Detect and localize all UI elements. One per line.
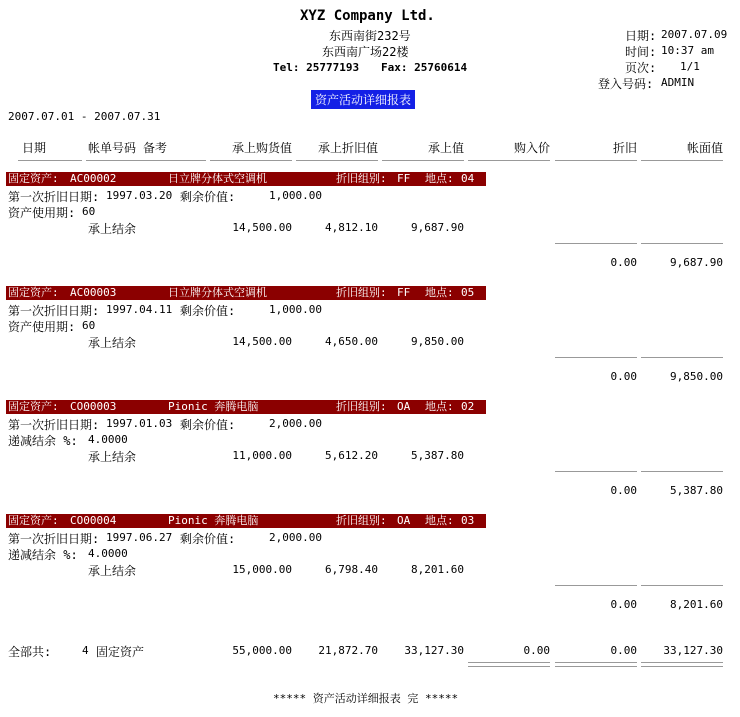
subtotal-book: 8,201.60 xyxy=(670,598,723,611)
asset-name: Pionic 奔腾电脑 xyxy=(168,514,259,527)
page-number: 1/1 xyxy=(680,60,700,73)
first-dep-date: 1997.06.27 xyxy=(106,531,173,544)
totals-book: 33,127.30 xyxy=(663,644,723,657)
bf-value: 5,387.80 xyxy=(411,449,464,462)
header-underline xyxy=(468,160,550,161)
first-dep-date: 1997.01.03 xyxy=(106,417,173,430)
totals-double-underline xyxy=(641,662,723,667)
col-remark: 备考 xyxy=(143,141,168,155)
login-id: ADMIN xyxy=(661,76,695,89)
first-dep-label: 第一次折旧日期: xyxy=(8,418,100,432)
col-book-value: 帐面值 xyxy=(686,141,723,155)
dep-group: OA xyxy=(397,514,411,527)
col-doc-no: 帐单号码 xyxy=(88,141,137,155)
header-underline xyxy=(18,160,82,161)
dep-group: OA xyxy=(397,400,411,413)
header-underline xyxy=(210,160,292,161)
col-purchase: 购入价 xyxy=(513,141,550,155)
col-date: 日期 xyxy=(22,141,47,155)
report-title: 资产活动详细报表 xyxy=(311,90,415,109)
subtotal-underline xyxy=(641,243,723,244)
subtotal-underline xyxy=(555,357,637,358)
asset-label: 固定资产: xyxy=(8,172,59,185)
residual-label: 剩余价值: xyxy=(180,190,236,204)
extra-value: 4.0000 xyxy=(88,547,128,560)
asset-header-band xyxy=(6,286,486,300)
carried-label: 承上结余 xyxy=(88,564,137,578)
subtotal-book: 5,387.80 xyxy=(670,484,723,497)
dep-group: FF xyxy=(397,172,411,185)
bf-dep: 4,650.00 xyxy=(325,335,378,348)
bf-value: 8,201.60 xyxy=(411,563,464,576)
subtotal-underline xyxy=(641,585,723,586)
subtotal-dep: 0.00 xyxy=(610,598,637,611)
col-bf-dep: 承上折旧值 xyxy=(317,141,378,155)
asset-name: Pionic 奔腾电脑 xyxy=(168,400,259,413)
asset-name: 日立牌分体式空调机 xyxy=(168,286,267,299)
header-underline xyxy=(296,160,378,161)
location: 05 xyxy=(461,286,475,299)
asset-code: AC00003 xyxy=(70,286,117,299)
totals-count: 4 xyxy=(82,644,89,657)
fax: Fax: 25760614 xyxy=(381,61,468,74)
header-underline xyxy=(641,160,723,161)
subtotal-book: 9,850.00 xyxy=(670,370,723,383)
subtotal-underline xyxy=(555,243,637,244)
extra-value: 4.0000 xyxy=(88,433,128,446)
subtotal-underline xyxy=(641,471,723,472)
residual-value: 2,000.00 xyxy=(269,531,322,544)
header-underline xyxy=(382,160,464,161)
first-dep-label: 第一次折旧日期: xyxy=(8,304,100,318)
subtotal-underline xyxy=(641,357,723,358)
asset-label: 固定资产: xyxy=(8,286,59,299)
company-name: XYZ Company Ltd. xyxy=(300,8,435,24)
asset-header-band xyxy=(6,172,486,186)
address-line-2: 东西南广场22楼 xyxy=(322,45,409,59)
report-end-marker: ***** 资产活动详细报表 完 ***** xyxy=(273,692,459,705)
telephone: Tel: 25777193 xyxy=(273,61,360,74)
col-bf-value: 承上值 xyxy=(427,141,464,155)
first-dep-label: 第一次折旧日期: xyxy=(8,532,100,546)
totals-purchase: 0.00 xyxy=(523,644,550,657)
location: 02 xyxy=(461,400,475,413)
totals-bf-value: 33,127.30 xyxy=(404,644,464,657)
bf-cost: 11,000.00 xyxy=(232,449,292,462)
bf-cost: 15,000.00 xyxy=(232,563,292,576)
bf-cost: 14,500.00 xyxy=(232,335,292,348)
subtotal-underline xyxy=(555,471,637,472)
extra-label: 递减结余 %: xyxy=(8,548,78,562)
time-label: 时间: xyxy=(625,45,657,59)
totals-double-underline xyxy=(555,662,637,667)
dep-group-label: 折旧组别: xyxy=(336,400,387,413)
subtotal-dep: 0.00 xyxy=(610,484,637,497)
page-label: 页次: xyxy=(625,61,657,75)
print-time: 10:37 am xyxy=(661,44,714,57)
carried-label: 承上结余 xyxy=(88,336,137,350)
bf-value: 9,687.90 xyxy=(411,221,464,234)
residual-value: 2,000.00 xyxy=(269,417,322,430)
extra-label: 递减结余 %: xyxy=(8,434,78,448)
col-bf-cost: 承上购货值 xyxy=(231,141,292,155)
first-dep-date: 1997.04.11 xyxy=(106,303,173,316)
dep-group-label: 折旧组别: xyxy=(336,286,387,299)
carried-label: 承上结余 xyxy=(88,450,137,464)
residual-value: 1,000.00 xyxy=(269,189,322,202)
totals-dep: 0.00 xyxy=(610,644,637,657)
login-label: 登入号码: xyxy=(598,77,654,91)
asset-code: CO00003 xyxy=(70,400,117,413)
dep-group-label: 折旧组别: xyxy=(336,172,387,185)
asset-label: 固定资产: xyxy=(8,400,59,413)
totals-bf-dep: 21,872.70 xyxy=(318,644,378,657)
location: 04 xyxy=(461,172,475,185)
asset-code: AC00002 xyxy=(70,172,117,185)
extra-value: 60 xyxy=(82,319,96,332)
date-label: 日期: xyxy=(625,29,657,43)
residual-label: 剩余价值: xyxy=(180,532,236,546)
totals-count-label: 固定资产 xyxy=(96,645,145,659)
residual-value: 1,000.00 xyxy=(269,303,322,316)
carried-label: 承上结余 xyxy=(88,222,137,236)
location-label: 地点: xyxy=(425,172,454,185)
residual-label: 剩余价值: xyxy=(180,418,236,432)
col-dep: 折旧 xyxy=(612,141,637,155)
bf-dep: 5,612.20 xyxy=(325,449,378,462)
location-label: 地点: xyxy=(425,400,454,413)
extra-label: 资产使用期: xyxy=(8,320,76,334)
extra-value: 60 xyxy=(82,205,96,218)
subtotal-underline xyxy=(555,585,637,586)
totals-double-underline xyxy=(468,662,550,667)
subtotal-dep: 0.00 xyxy=(610,370,637,383)
totals-bf-cost: 55,000.00 xyxy=(232,644,292,657)
extra-label: 资产使用期: xyxy=(8,206,76,220)
asset-header-band xyxy=(6,400,486,414)
dep-group-label: 折旧组别: xyxy=(336,514,387,527)
dep-group: FF xyxy=(397,286,411,299)
header-underline xyxy=(555,160,637,161)
asset-label: 固定资产: xyxy=(8,514,59,527)
asset-code: CO00004 xyxy=(70,514,117,527)
bf-cost: 14,500.00 xyxy=(232,221,292,234)
asset-header-band xyxy=(6,514,486,528)
subtotal-book: 9,687.90 xyxy=(670,256,723,269)
first-dep-date: 1997.03.20 xyxy=(106,189,173,202)
location: 03 xyxy=(461,514,475,527)
location-label: 地点: xyxy=(425,514,454,527)
bf-value: 9,850.00 xyxy=(411,335,464,348)
subtotal-dep: 0.00 xyxy=(610,256,637,269)
totals-label: 全部共: xyxy=(8,645,52,659)
residual-label: 剩余价值: xyxy=(180,304,236,318)
header-underline xyxy=(86,160,206,161)
address-line-1: 东西南街232号 xyxy=(329,29,411,43)
print-date: 2007.07.09 xyxy=(661,28,728,41)
first-dep-label: 第一次折旧日期: xyxy=(8,190,100,204)
report-period: 2007.07.01 - 2007.07.31 xyxy=(8,110,161,123)
bf-dep: 6,798.40 xyxy=(325,563,378,576)
bf-dep: 4,812.10 xyxy=(325,221,378,234)
asset-name: 日立牌分体式空调机 xyxy=(168,172,267,185)
location-label: 地点: xyxy=(425,286,454,299)
